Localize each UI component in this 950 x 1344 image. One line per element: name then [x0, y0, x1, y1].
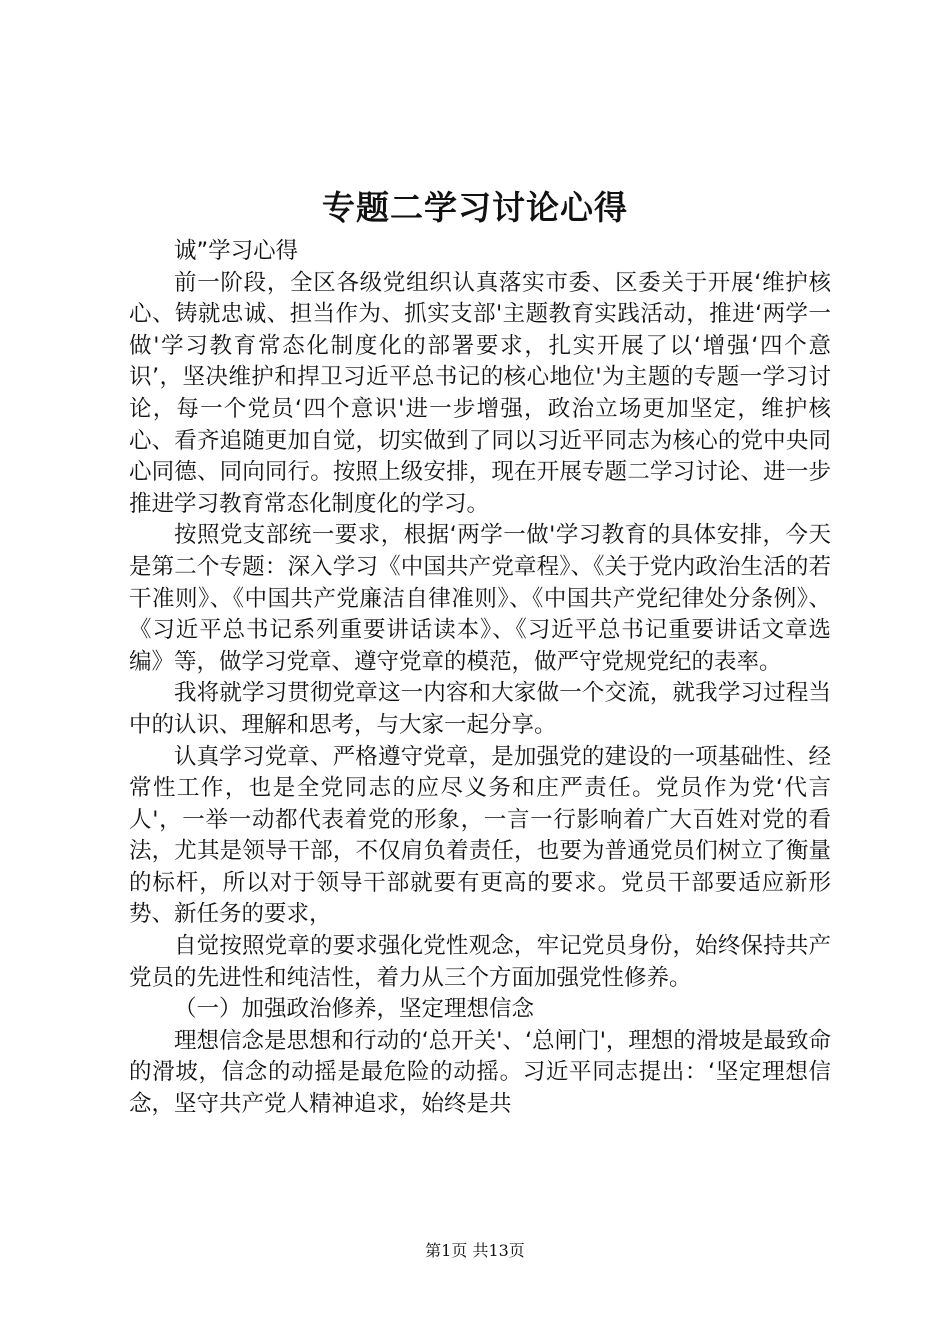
document-body: [129, 236, 831, 1121]
section-heading: （一）加强政治修养，坚定理想信念: [174, 996, 535, 1023]
paragraph: 自觉按照党章的要求强化党性观念，牢记党员身份，始终保持共产党员的先进性和纯洁性，着力从三个方面加强党性修养。: [129, 933, 831, 991]
paragraph: 按照党支部统一要求，根据‘两学一做'学习教育的具体安排，今天是第二个专题：深入学习《中国共产党章程》、《关于党内政治生活的若干准则》、《中国共产党廉洁自律准则》、《中国共产党纪律处分条例》、《习近平总书记系列重要讲话读本》、《习近平总书记重要讲话文章选编》等，做学习党章、遵守党章的模范，做严守党规党纪的表率。: [129, 522, 831, 675]
document-title: 专题二学习讨论心得: [322, 188, 628, 227]
paragraph-heading-fragment: 诚”学习心得: [174, 238, 299, 264]
paragraph: 认真学习党章、严格遵守党章，是加强党的建设的一项基础性、经常性工作，也是全党同志的应尽义务和庄严责任。党员作为党‘代言人'，一举一动都代表着党的形象，一言一行影响着广大百姓对党的看法，尤其是领导干部，不仅肩负着责任，也要为普通党员们树立了衡量的标杆，所以对于领导干部就要有更高的要求。党员干部要适应新形势、新任务的要求，: [129, 743, 831, 928]
paragraph: 我将就学习贯彻党章这一内容和大家做一个交流，就我学习过程当中的认识、理解和思考，与大家一起分享。: [129, 680, 831, 738]
paragraph: 理想信念是思想和行动的‘总开关'、‘总闸门'，理想的滑坡是最致命的滑坡，信念的动摇是最危险的动摇。习近平同志提出：‘坚定理想信念，坚守共产党人精神追求，始终是共: [129, 1027, 831, 1118]
paragraph: 前一阶段，全区各级党组织认真落实市委、区委关于开展‘维护核心、铸就忠诚、担当作为、抓实支部'主题教育实践活动，推进‘两学一做'学习教育常态化制度化的部署要求，扎实开展了以‘增强‘四个意识’，坚决维护和捍卫习近平总书记的核心地位'为主题的专题一学习讨论，每一个党员‘四个意识'进一步增强，政治立场更加坚定，维护核心、看齐追随更加自觉，切实做到了同以习近平同志为核心的党中央同心同德、同向同行。按照上级安排，现在开展专题二学习讨论、进一步推进学习教育常态化制度化的学习。: [129, 269, 831, 517]
page-number-footer: 第1页 共13页: [425, 1241, 525, 1260]
